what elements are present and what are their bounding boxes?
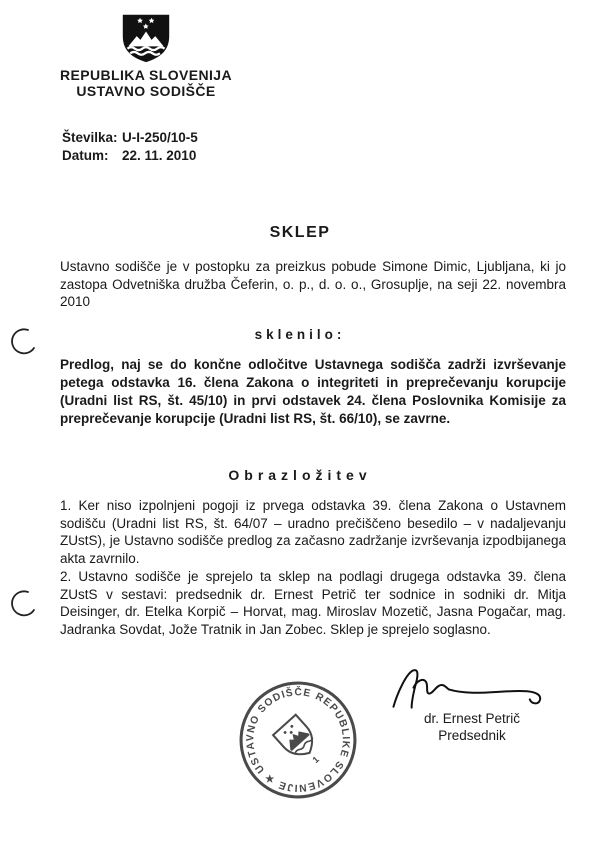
- signatory-role: Predsednik: [438, 728, 506, 743]
- letterhead: [40, 12, 252, 99]
- decision-paragraph: Predlog, naj se do končne odločitve Ustavnega sodišča zadrži izvrševanje petega odstavka 16. člena Zakona o integriteti in preprečevanju korupcije (Uradni list RS, št. 45/10) in prvi odstavek 24. člena Poslovnika Komisije za preprečevanje korupcije (Uradni list RS, št. 66/10), se zavrne.: [60, 357, 566, 426]
- margin-pen-mark-icon: [8, 325, 36, 359]
- handwritten-signature-icon: [378, 664, 558, 714]
- case-number-label: Številka:: [62, 130, 118, 145]
- decision-heading: sklenilo:: [254, 327, 346, 342]
- reasoning-paragraph-2: 2. Ustavno sodišče je sprejelo ta sklep na podlagi drugega odstavka 39. člena ZUstS v sestavi: predsednik dr. Ernest Petrič ter sodnice in sodniki dr. Mitja Deisinger, dr. Etelka Korpič – Horvat, mag. Miroslav Mozetič, Jasna Pogačar, mag. Jadranka Sovdat, Jože Tratnik in Jan Zobec. Sklep je sprejelo soglasno.: [60, 569, 566, 637]
- seal-ring-text: USTAVNO SODIŠČE REPUBLIKE SLOVENIJE ★: [245, 687, 351, 794]
- court-seal-icon: [237, 679, 359, 801]
- reasoning-heading: Obrazložitev: [228, 467, 372, 483]
- case-date-value: 22. 11. 2010: [122, 148, 197, 163]
- case-number-value: U-I-250/10-5: [122, 130, 198, 145]
- reasoning-paragraph-1: 1. Ker niso izpolnjeni pogoji iz prvega odstavka 39. člena Zakona o Ustavnem sodišču (Uradni list RS, št. 64/07 – uradno prečiščeno besedilo – v nadaljevanju ZUstS), je Ustavno sodišče predlog za začasno zadržanje izvrševanja izpodbijanega akta zavrnilo.: [60, 498, 566, 566]
- case-date-label: Datum:: [62, 148, 109, 163]
- signature-block: [378, 664, 566, 744]
- intro-paragraph: Ustavno sodišče je v postopku za preizkus pobude Simone Dimic, Ljubljana, ki jo zastopa Odvetniška družba Čeferin, o. p., d. o. o., Grosuplje, na seji 22. novembra 2010: [60, 259, 566, 309]
- case-meta: [62, 130, 198, 166]
- document-title: SKLEP: [269, 224, 331, 241]
- court-name: USTAVNO SODIŠČE: [76, 83, 216, 99]
- margin-pen-mark-icon: [8, 587, 36, 621]
- case-number-row: [62, 130, 198, 146]
- signatory-name: dr. Ernest Petrič: [423, 711, 521, 726]
- republic-name: REPUBLIKA SLOVENIJA: [60, 67, 232, 83]
- seal-number: 1: [310, 754, 321, 766]
- case-date-row: [62, 148, 198, 164]
- coat-of-arms-slovenia-icon: [40, 12, 252, 64]
